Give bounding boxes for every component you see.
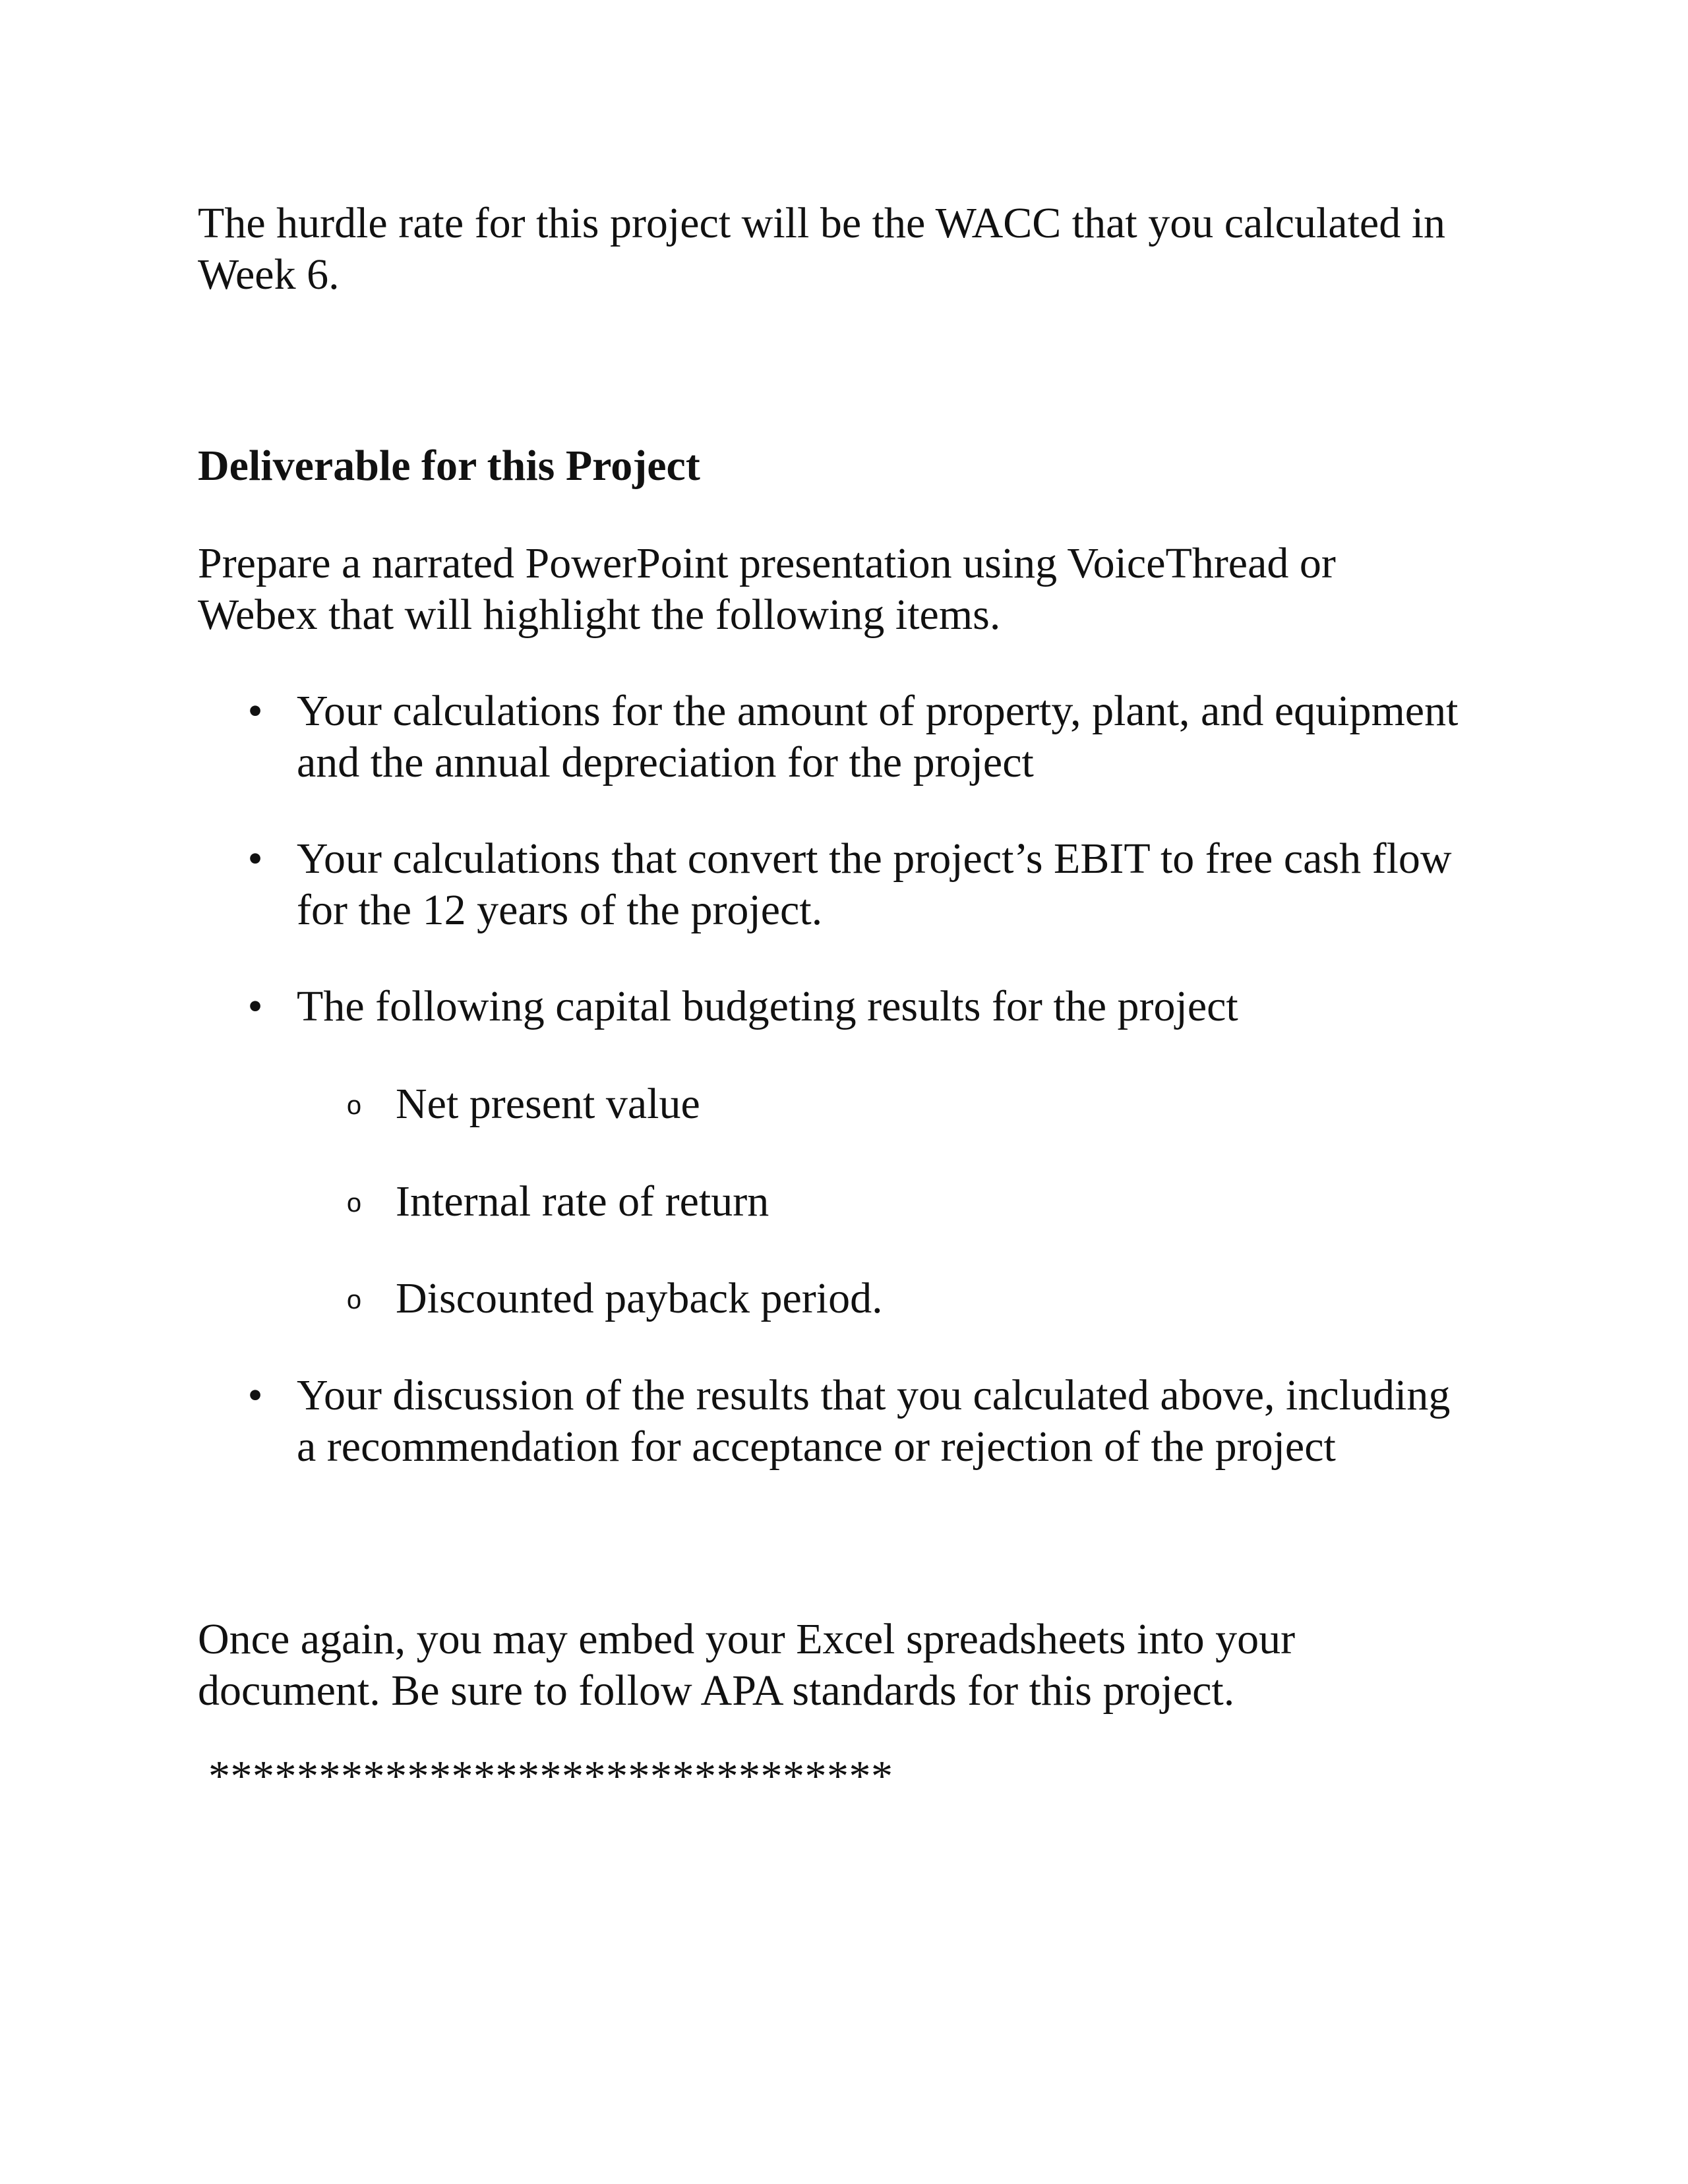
intro-paragraph — [198, 198, 1530, 301]
prepare-line-2: Webex that will highlight the following items. — [198, 591, 1001, 639]
sub-bullet-text: Discounted payback period. — [396, 1274, 883, 1322]
sub-bullet-marker: o — [346, 1285, 362, 1314]
bullet-line-1: Your discussion of the results that you calculated above, including — [297, 1371, 1451, 1419]
intro-line-1: The hurdle rate for this project will be the WACC that you calculated in — [198, 199, 1446, 247]
prepare-paragraph — [198, 538, 1530, 641]
intro-line-2: Week 6. — [198, 251, 340, 299]
bullet-text — [297, 981, 1543, 1032]
bullet-line-2: for the 12 years of the project. — [297, 886, 823, 934]
prepare-line-1: Prepare a narrated PowerPoint presentation using VoiceThread or — [198, 539, 1336, 587]
sub-bullet-marker: o — [346, 1091, 362, 1120]
bullet-text — [297, 686, 1543, 788]
closing-line-1: Once again, you may embed your Excel spreadsheets into your — [198, 1615, 1296, 1663]
closing-line-2: document. Be sure to follow APA standards for this project. — [198, 1667, 1235, 1715]
sub-bullet-marker: o — [346, 1189, 362, 1218]
closing-paragraph — [198, 1614, 1530, 1717]
sub-bullet-text: Internal rate of return — [396, 1177, 769, 1225]
sub-bullet-text: Net present value — [396, 1080, 700, 1128]
bullet-line-2: a recommendation for acceptance or rejection of the project — [297, 1423, 1336, 1471]
bullet-line-1: The following capital budgeting results for the project — [297, 982, 1238, 1030]
bullet-marker: • — [247, 687, 263, 735]
bullet-marker: • — [247, 835, 263, 883]
bullet-line-1: Your calculations for the amount of property, plant, and equipment — [297, 687, 1459, 735]
bullet-line-2: and the annual depreciation for the project — [297, 738, 1034, 786]
bullet-text — [297, 833, 1543, 936]
bullet-line-1: Your calculations that convert the project’s EBIT to free cash flow — [297, 835, 1452, 883]
bullet-text — [297, 1370, 1543, 1473]
separator-asterisks: ******************************* — [208, 1752, 893, 1800]
bullet-marker: • — [247, 982, 263, 1030]
section-heading: Deliverable for this Project — [198, 442, 700, 490]
bullet-marker: • — [247, 1371, 263, 1419]
